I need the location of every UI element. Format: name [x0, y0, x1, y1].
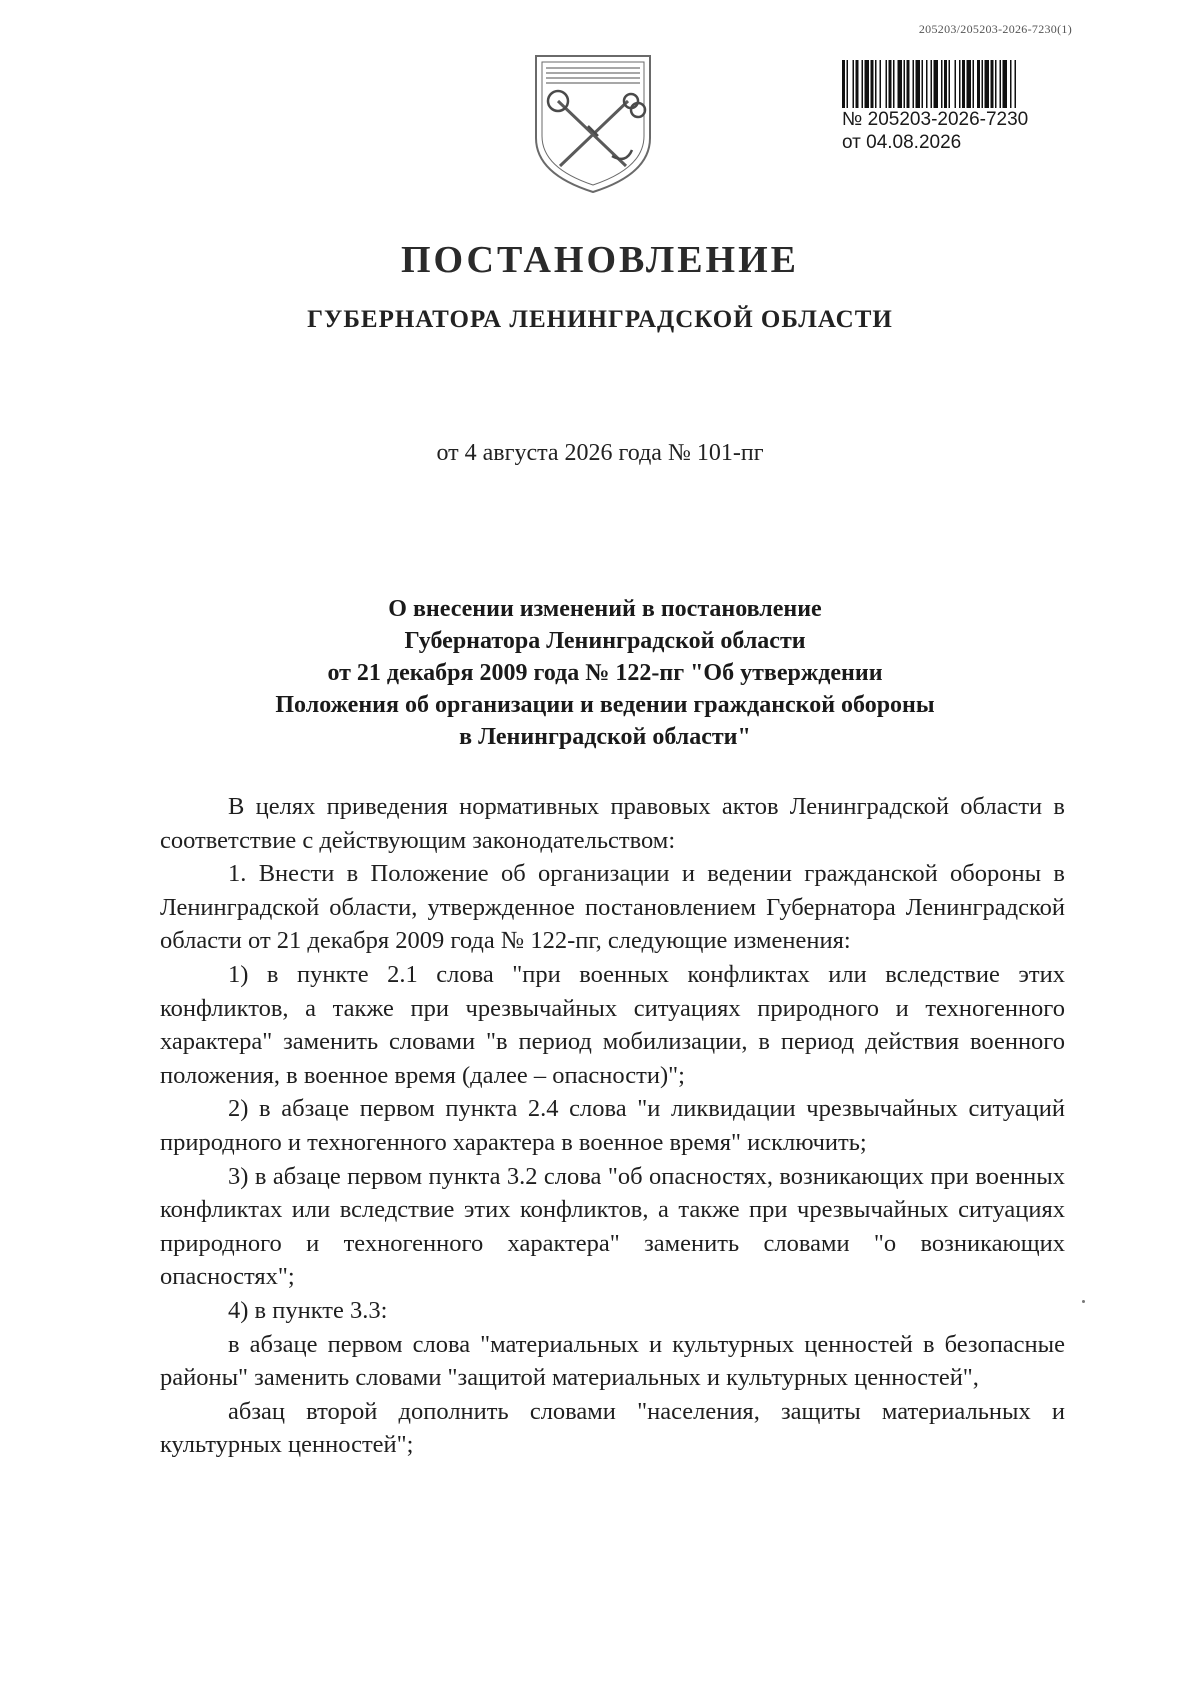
title-line: О внесении изменений в постановление: [388, 596, 822, 622]
subclause-paragraph: 1) в пункте 2.1 слова "при военных конфликтах или вследствие этих конфликтов, а также при чрезвычайных ситуациях природного и техногенного характера" заменить словами "в период мобилизации, в период действия военного положения, в военное время (далее – опасности)";: [160, 960, 1065, 1089]
subclause-paragraph: 3) в абзаце первом пункта 3.2 слова "об опасностях, возникающих при военных конфликтах или вследствие этих конфликтов, а также при чрезвычайных ситуациях природного и техногенного характера" заменить словами "о возникающих опасностях";: [160, 1162, 1065, 1291]
subclause-paragraph: в абзаце первом слова "материальных и культурных ценностей в безопасные районы" заменить словами "защитой материальных и культурных ценностей",: [160, 1330, 1065, 1392]
title-line: в Ленинградской области": [459, 724, 751, 750]
document-type-heading: ПОСТАНОВЛЕНИЕ: [400, 239, 800, 281]
document-body: [160, 790, 1065, 1462]
document-tracking-code: 205203/205203-2026-7230(1): [918, 22, 1072, 36]
barcode-icon: [842, 60, 1070, 108]
issuing-authority: ГУБЕРНАТОРА ЛЕНИНГРАДСКОЙ ОБЛАСТИ: [307, 306, 893, 333]
title-line: от 21 декабря 2009 года № 122-пг "Об утверждении: [327, 660, 883, 686]
document-date-number: от 4 августа 2026 года № 101-пг: [436, 440, 764, 466]
registration-number: № 205203-2026-7230: [842, 109, 1029, 130]
title-line: Губернатора Ленинградской области: [404, 628, 806, 654]
registration-date: от 04.08.2026: [842, 132, 962, 153]
subclause-paragraph: 4) в пункте 3.3:: [228, 1296, 388, 1324]
document-title: [150, 593, 1060, 753]
preamble-paragraph: В целях приведения нормативных правовых актов Ленинградской области в соответствие с действующим законодательством:: [160, 793, 1065, 854]
scan-speck: [1082, 1300, 1085, 1303]
registration-stamp: [842, 60, 1092, 154]
title-line: Положения об организации и ведении гражданской обороны: [275, 692, 935, 718]
subclause-paragraph: абзац второй дополнить словами "населения, защиты материальных и культурных ценностей";: [160, 1397, 1065, 1459]
subclause-paragraph: 2) в абзаце первом пункта 2.4 слова "и ликвидации чрезвычайных ситуаций природного и техногенного характера в военное время" исключить;: [160, 1095, 1065, 1156]
leningrad-oblast-coat-of-arms-icon: [528, 46, 658, 196]
clause-paragraph: 1. Внести в Положение об организации и ведении гражданской обороны в Ленинградской области, утвержденное постановлением Губернатора Ленинградской области от 21 декабря 2009 года № 122-пг, следующие изменения:: [160, 860, 1065, 955]
